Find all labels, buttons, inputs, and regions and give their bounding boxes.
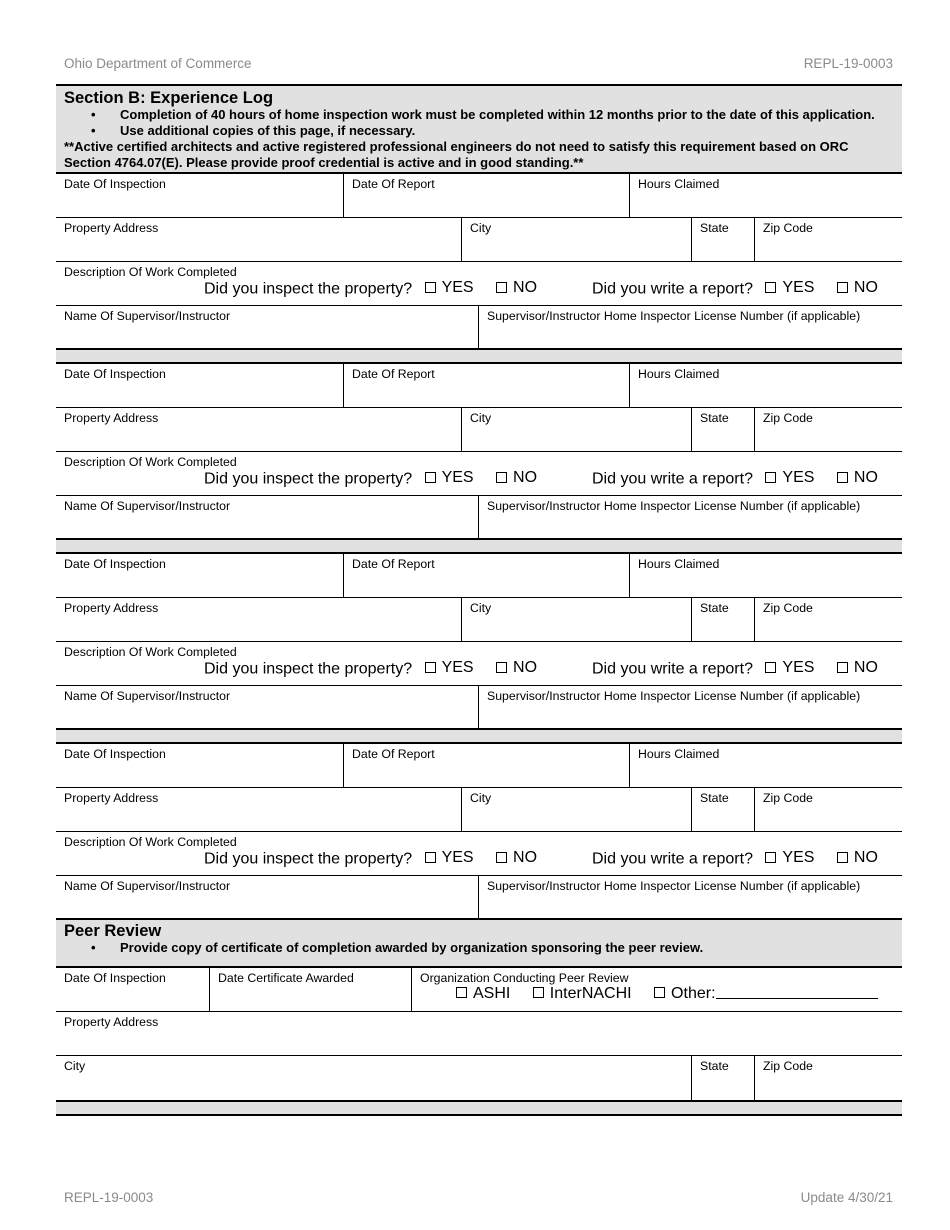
supervisor-name-field[interactable] bbox=[56, 306, 478, 348]
checkbox-icon bbox=[496, 852, 507, 863]
no-label: NO bbox=[513, 279, 538, 296]
supervisor-license-field[interactable] bbox=[478, 306, 902, 348]
organization-field bbox=[411, 968, 902, 1011]
other-input[interactable] bbox=[716, 985, 878, 999]
inspect-yes-checkbox[interactable] bbox=[425, 659, 474, 677]
supervisor-name-field[interactable] bbox=[56, 686, 478, 728]
entry-row-supervisor bbox=[56, 496, 902, 540]
section-b-bullet: • Use additional copies of this page, if necessary. bbox=[64, 123, 894, 139]
property-address-field[interactable] bbox=[56, 218, 461, 261]
ashi-checkbox[interactable] bbox=[456, 984, 511, 1002]
city-label: City bbox=[470, 601, 492, 615]
no-label: NO bbox=[513, 469, 538, 486]
entry-row-supervisor bbox=[56, 686, 902, 730]
yes-label: YES bbox=[782, 849, 815, 866]
supervisor-name-label: Name Of Supervisor/Instructor bbox=[64, 689, 231, 703]
report-yes-checkbox[interactable] bbox=[765, 469, 814, 487]
entry-row-address bbox=[56, 218, 902, 262]
peer-city-field[interactable] bbox=[56, 1056, 691, 1100]
checkbox-icon bbox=[765, 662, 776, 673]
update-date: Update 4/30/21 bbox=[800, 1190, 893, 1205]
experience-entries bbox=[56, 174, 902, 920]
checkbox-icon bbox=[765, 472, 776, 483]
checkbox-icon bbox=[837, 472, 848, 483]
date-certificate-label: Date Certificate Awarded bbox=[218, 971, 354, 985]
checkbox-icon bbox=[765, 852, 776, 863]
entry-row-address bbox=[56, 408, 902, 452]
property-address-label: Property Address bbox=[64, 601, 159, 615]
experience-entry bbox=[56, 744, 902, 920]
zip-code-field[interactable] bbox=[754, 598, 902, 641]
yes-label: YES bbox=[782, 659, 815, 676]
peer-property-address-field[interactable] bbox=[56, 1012, 902, 1055]
description-field[interactable] bbox=[56, 642, 902, 686]
date-of-inspection-field[interactable] bbox=[56, 174, 343, 217]
experience-entry bbox=[56, 174, 902, 364]
hours-claimed-field[interactable] bbox=[629, 174, 902, 217]
report-question bbox=[592, 469, 878, 489]
peer-date-of-inspection-field[interactable] bbox=[56, 968, 209, 1011]
agency-name: Ohio Department of Commerce bbox=[64, 56, 252, 71]
report-question-text: Did you write a report? bbox=[592, 850, 753, 868]
section-b-note: **Active certified architects and active registered professional engineers do not need to satisfy this requirement based on ORC Section 4764.07(E). Please provide proof credential is active and in good standing.** bbox=[64, 139, 849, 170]
peer-review-bullet: • Provide copy of certificate of completion awarded by organization sponsoring the peer review. bbox=[64, 940, 894, 956]
entry-divider bbox=[56, 730, 902, 744]
internachi-checkbox[interactable] bbox=[533, 984, 632, 1002]
date-of-report-field[interactable] bbox=[343, 364, 629, 407]
zip-code-label: Zip Code bbox=[763, 221, 813, 235]
checkbox-icon bbox=[533, 987, 544, 998]
internachi-label: InterNACHI bbox=[549, 984, 632, 1002]
no-label: NO bbox=[853, 849, 878, 866]
section-b-bullets bbox=[64, 107, 894, 139]
inspect-yes-checkbox[interactable] bbox=[425, 469, 474, 487]
checkbox-icon bbox=[837, 852, 848, 863]
date-of-inspection-field[interactable] bbox=[56, 554, 343, 597]
no-label: NO bbox=[513, 849, 538, 866]
property-address-label: Property Address bbox=[64, 791, 159, 805]
peer-property-address-label: Property Address bbox=[64, 1015, 159, 1029]
supervisor-name-field[interactable] bbox=[56, 496, 478, 538]
zip-code-label: Zip Code bbox=[763, 791, 813, 805]
no-label: NO bbox=[853, 279, 878, 296]
description-field[interactable] bbox=[56, 452, 902, 496]
checkbox-icon bbox=[496, 282, 507, 293]
inspect-no-checkbox[interactable] bbox=[496, 849, 537, 867]
entry-row-address bbox=[56, 598, 902, 642]
organization-label: Organization Conducting Peer Review bbox=[420, 971, 629, 985]
entry-row-address bbox=[56, 788, 902, 832]
no-label: NO bbox=[513, 659, 538, 676]
footer-form-number: REPL-19-0003 bbox=[64, 1190, 154, 1205]
property-address-field[interactable] bbox=[56, 408, 461, 451]
report-question-text: Did you write a report? bbox=[592, 470, 753, 488]
state-field[interactable] bbox=[691, 218, 754, 261]
checkbox-icon bbox=[837, 282, 848, 293]
date-of-inspection-label: Date Of Inspection bbox=[64, 367, 166, 381]
state-label: State bbox=[700, 601, 729, 615]
checkbox-icon bbox=[837, 662, 848, 673]
supervisor-license-label: Supervisor/Instructor Home Inspector License Number (if applicable) bbox=[487, 499, 861, 513]
other-label: Other: bbox=[671, 984, 716, 1002]
date-of-report-label: Date Of Report bbox=[352, 367, 435, 381]
peer-review-header bbox=[56, 920, 902, 968]
peer-state-field[interactable] bbox=[691, 1056, 754, 1100]
peer-row-address bbox=[56, 1012, 902, 1056]
hours-claimed-label: Hours Claimed bbox=[638, 367, 720, 381]
description-label: Description Of Work Completed bbox=[64, 645, 237, 659]
date-of-report-field[interactable] bbox=[343, 174, 629, 217]
city-field[interactable] bbox=[461, 598, 691, 641]
supervisor-license-field[interactable] bbox=[478, 686, 902, 728]
report-yes-checkbox[interactable] bbox=[765, 659, 814, 677]
date-of-report-field[interactable] bbox=[343, 744, 629, 787]
supervisor-license-label: Supervisor/Instructor Home Inspector License Number (if applicable) bbox=[487, 689, 861, 703]
experience-entry bbox=[56, 554, 902, 744]
report-no-checkbox[interactable] bbox=[837, 279, 878, 297]
peer-row-dates bbox=[56, 968, 902, 1012]
inspect-no-checkbox[interactable] bbox=[496, 279, 537, 297]
section-b-title: Section B: Experience Log bbox=[64, 89, 274, 107]
entry-row-dates bbox=[56, 554, 902, 598]
state-field[interactable] bbox=[691, 788, 754, 831]
city-label: City bbox=[470, 411, 492, 425]
inspect-question-text: Did you inspect the property? bbox=[204, 280, 413, 298]
inspect-yes-checkbox[interactable] bbox=[425, 279, 474, 297]
description-field[interactable] bbox=[56, 832, 902, 876]
checkbox-icon bbox=[765, 282, 776, 293]
inspect-no-checkbox[interactable] bbox=[496, 659, 537, 677]
property-address-label: Property Address bbox=[64, 411, 159, 425]
entry-row-supervisor bbox=[56, 306, 902, 350]
hours-claimed-label: Hours Claimed bbox=[638, 557, 720, 571]
inspect-no-checkbox[interactable] bbox=[496, 469, 537, 487]
entry-row-dates bbox=[56, 744, 902, 788]
checkbox-icon bbox=[425, 662, 436, 673]
report-yes-checkbox[interactable] bbox=[765, 279, 814, 297]
experience-entry bbox=[56, 364, 902, 554]
entry-row-dates bbox=[56, 364, 902, 408]
entry-row-dates bbox=[56, 174, 902, 218]
description-label: Description Of Work Completed bbox=[64, 265, 237, 279]
supervisor-license-field[interactable] bbox=[478, 496, 902, 538]
zip-code-field[interactable] bbox=[754, 408, 902, 451]
date-of-inspection-field[interactable] bbox=[56, 744, 343, 787]
supervisor-name-label: Name Of Supervisor/Instructor bbox=[64, 879, 231, 893]
inspect-question bbox=[204, 659, 537, 679]
property-address-field[interactable] bbox=[56, 598, 461, 641]
date-of-inspection-field[interactable] bbox=[56, 364, 343, 407]
entry-divider bbox=[56, 350, 902, 364]
checkbox-icon bbox=[425, 282, 436, 293]
zip-code-field[interactable] bbox=[754, 218, 902, 261]
date-of-report-label: Date Of Report bbox=[352, 747, 435, 761]
peer-zip-code-label: Zip Code bbox=[763, 1059, 813, 1073]
hours-claimed-label: Hours Claimed bbox=[638, 747, 720, 761]
checkbox-icon bbox=[425, 472, 436, 483]
supervisor-license-label: Supervisor/Instructor Home Inspector License Number (if applicable) bbox=[487, 879, 861, 893]
supervisor-license-label: Supervisor/Instructor Home Inspector License Number (if applicable) bbox=[487, 309, 861, 323]
peer-review-bullets bbox=[64, 940, 894, 956]
state-label: State bbox=[700, 221, 729, 235]
no-label: NO bbox=[853, 469, 878, 486]
description-label: Description Of Work Completed bbox=[64, 835, 237, 849]
hours-claimed-field[interactable] bbox=[629, 364, 902, 407]
supervisor-name-field[interactable] bbox=[56, 876, 478, 918]
yes-label: YES bbox=[441, 469, 474, 486]
inspect-yes-checkbox[interactable] bbox=[425, 849, 474, 867]
report-yes-checkbox[interactable] bbox=[765, 849, 814, 867]
entry-divider bbox=[56, 540, 902, 554]
report-no-checkbox[interactable] bbox=[837, 849, 878, 867]
inspect-question-text: Did you inspect the property? bbox=[204, 470, 413, 488]
date-certificate-field[interactable] bbox=[209, 968, 411, 1011]
report-question bbox=[592, 279, 878, 299]
form-end-bar bbox=[56, 1100, 902, 1116]
date-of-inspection-label: Date Of Inspection bbox=[64, 747, 166, 761]
report-question-text: Did you write a report? bbox=[592, 660, 753, 678]
inspect-question bbox=[204, 279, 537, 299]
zip-code-label: Zip Code bbox=[763, 411, 813, 425]
page-header bbox=[64, 56, 893, 72]
yes-label: YES bbox=[441, 849, 474, 866]
property-address-label: Property Address bbox=[64, 221, 159, 235]
supervisor-license-field[interactable] bbox=[478, 876, 902, 918]
peer-review-title: Peer Review bbox=[64, 922, 162, 940]
zip-code-field[interactable] bbox=[754, 788, 902, 831]
section-b-header bbox=[56, 86, 902, 174]
city-field[interactable] bbox=[461, 408, 691, 451]
report-question bbox=[592, 659, 878, 679]
checkbox-icon bbox=[425, 852, 436, 863]
state-label: State bbox=[700, 411, 729, 425]
report-no-checkbox[interactable] bbox=[837, 659, 878, 677]
state-label: State bbox=[700, 791, 729, 805]
state-field[interactable] bbox=[691, 408, 754, 451]
description-label: Description Of Work Completed bbox=[64, 455, 237, 469]
city-field[interactable] bbox=[461, 218, 691, 261]
hours-claimed-field[interactable] bbox=[629, 554, 902, 597]
other-checkbox[interactable] bbox=[654, 984, 716, 1002]
peer-row-city bbox=[56, 1056, 902, 1100]
ashi-label: ASHI bbox=[473, 984, 511, 1002]
city-label: City bbox=[470, 221, 492, 235]
inspect-question-text: Did you inspect the property? bbox=[204, 850, 413, 868]
hours-claimed-label: Hours Claimed bbox=[638, 177, 720, 191]
inspect-question bbox=[204, 849, 537, 869]
checkbox-icon bbox=[496, 662, 507, 673]
no-label: NO bbox=[853, 659, 878, 676]
peer-date-of-inspection-label: Date Of Inspection bbox=[64, 971, 166, 985]
report-question bbox=[592, 849, 878, 869]
form-number: REPL-19-0003 bbox=[803, 56, 893, 71]
date-of-inspection-label: Date Of Inspection bbox=[64, 177, 166, 191]
yes-label: YES bbox=[441, 279, 474, 296]
peer-state-label: State bbox=[700, 1059, 729, 1073]
date-of-report-label: Date Of Report bbox=[352, 177, 435, 191]
experience-log-form bbox=[56, 84, 902, 1116]
date-of-inspection-label: Date Of Inspection bbox=[64, 557, 166, 571]
report-no-checkbox[interactable] bbox=[837, 469, 878, 487]
report-question-text: Did you write a report? bbox=[592, 280, 753, 298]
hours-claimed-field[interactable] bbox=[629, 744, 902, 787]
inspect-question-text: Did you inspect the property? bbox=[204, 660, 413, 678]
entry-row-supervisor bbox=[56, 876, 902, 920]
description-field[interactable] bbox=[56, 262, 902, 306]
date-of-report-label: Date Of Report bbox=[352, 557, 435, 571]
supervisor-name-label: Name Of Supervisor/Instructor bbox=[64, 499, 231, 513]
state-field[interactable] bbox=[691, 598, 754, 641]
date-of-report-field[interactable] bbox=[343, 554, 629, 597]
property-address-field[interactable] bbox=[56, 788, 461, 831]
peer-city-label: City bbox=[64, 1059, 86, 1073]
yes-label: YES bbox=[782, 279, 815, 296]
section-b-bullet: • Completion of 40 hours of home inspection work must be completed within 12 months prior to the date of this application. bbox=[64, 107, 894, 123]
zip-code-label: Zip Code bbox=[763, 601, 813, 615]
checkbox-icon bbox=[456, 987, 467, 998]
page-footer bbox=[64, 1190, 893, 1206]
city-label: City bbox=[470, 791, 492, 805]
peer-zip-code-field[interactable] bbox=[754, 1056, 902, 1100]
checkbox-icon bbox=[654, 987, 665, 998]
checkbox-icon bbox=[496, 472, 507, 483]
organization-options bbox=[456, 985, 878, 1002]
yes-label: YES bbox=[782, 469, 815, 486]
inspect-question bbox=[204, 469, 537, 489]
city-field[interactable] bbox=[461, 788, 691, 831]
yes-label: YES bbox=[441, 659, 474, 676]
supervisor-name-label: Name Of Supervisor/Instructor bbox=[64, 309, 231, 323]
